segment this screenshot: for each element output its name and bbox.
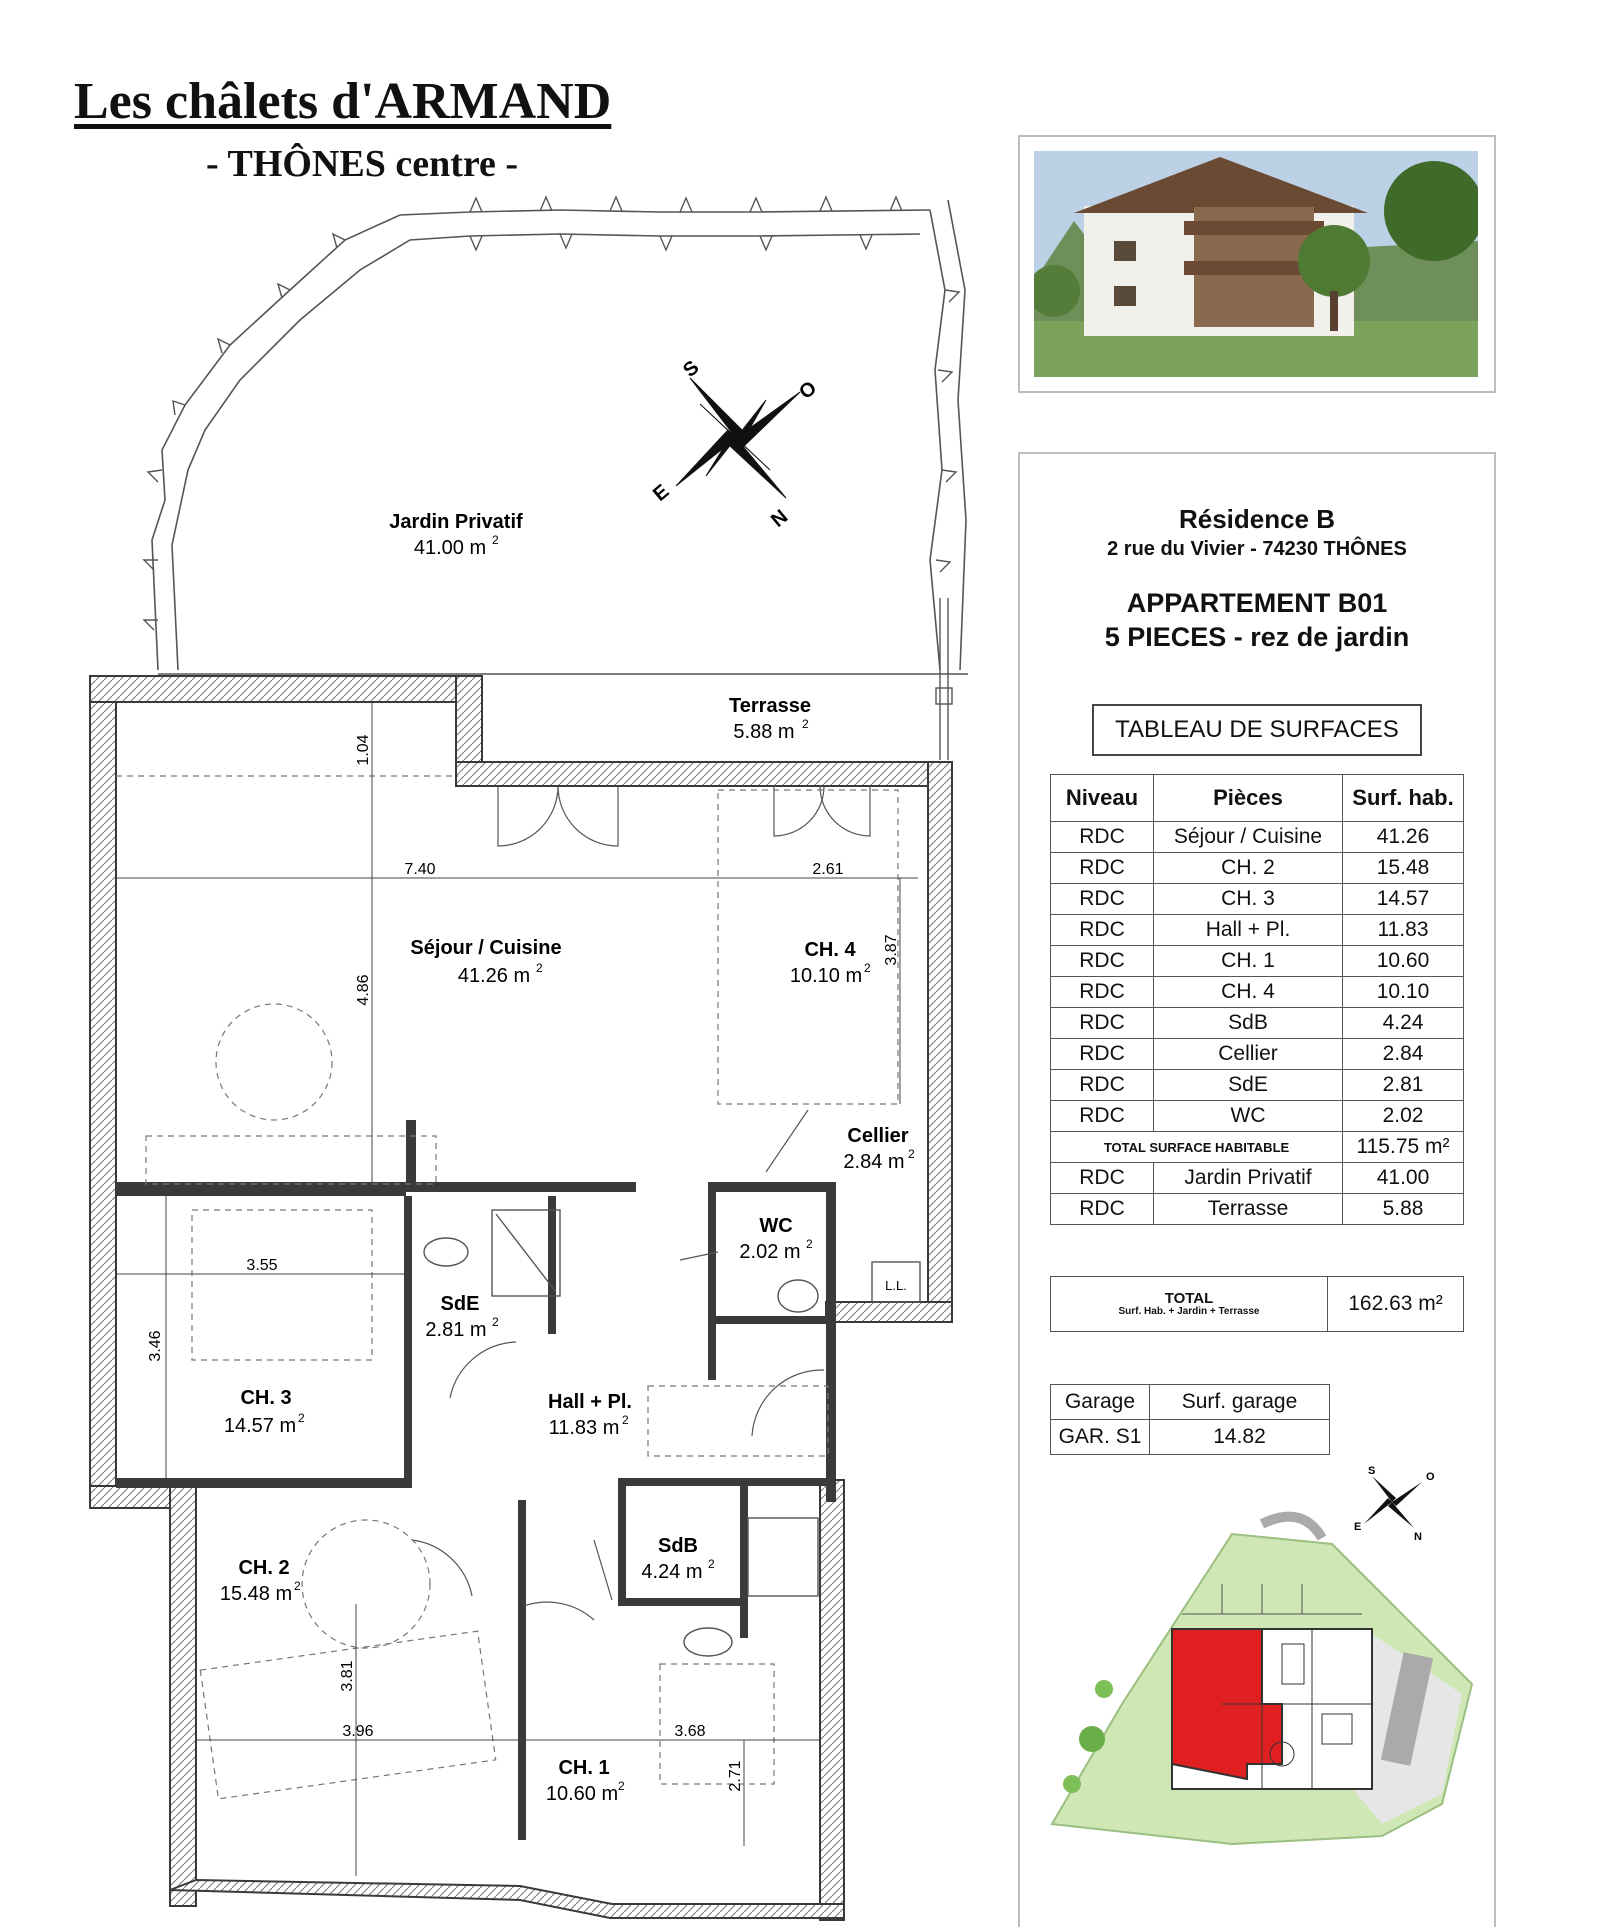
area-hall: 11.83 m <box>548 1417 620 1439</box>
cell-piece: Cellier <box>1154 1039 1343 1070</box>
table-row <box>1051 946 1464 977</box>
sup-sdb: 2 <box>708 1557 715 1571</box>
area-terrasse: 5.88 m <box>733 721 795 743</box>
fixtures <box>424 1210 920 1656</box>
dim-387: 3.87 <box>883 934 900 966</box>
garage-surf: 14.82 <box>1150 1420 1330 1455</box>
sup-sde: 2 <box>492 1315 499 1329</box>
cell-niveau: RDC <box>1051 884 1154 915</box>
minimap-compass-s: S <box>1368 1465 1376 1477</box>
area-sde: 2.81 m <box>425 1319 487 1341</box>
door-swings <box>412 786 870 1620</box>
label-ch2: CH. 2 <box>238 1557 290 1579</box>
table-header-row <box>1051 775 1464 822</box>
sup-terrasse: 2 <box>802 717 809 731</box>
garden-hedge <box>152 200 966 670</box>
total-habitable-label: TOTAL SURFACE HABITABLE <box>1051 1132 1343 1163</box>
site-minimap <box>1032 1464 1482 1864</box>
area-wc: 2.02 m <box>739 1241 801 1263</box>
table-row <box>1051 1008 1464 1039</box>
cell-surf: 4.24 <box>1343 1008 1464 1039</box>
garage-header: Garage <box>1051 1385 1150 1420</box>
area-sdb: 4.24 m <box>641 1561 703 1583</box>
label-ch1: CH. 1 <box>558 1757 610 1779</box>
grand-total-label: TOTAL <box>1164 1289 1214 1307</box>
cell-surf: 10.10 <box>1343 977 1464 1008</box>
cell-piece: Séjour / Cuisine <box>1154 822 1343 853</box>
minimap-compass-rose <box>1364 1476 1422 1528</box>
table-row <box>1051 1039 1464 1070</box>
area-jardin: 41.00 m <box>413 537 487 559</box>
area-ch2: 15.48 m <box>219 1583 293 1605</box>
header-pieces: Pièces <box>1154 775 1343 822</box>
cell-niveau: RDC <box>1051 1101 1154 1132</box>
surfaces-table <box>1050 774 1464 1225</box>
sup-cellier: 2 <box>908 1147 915 1161</box>
dim-396: 3.96 <box>342 1723 374 1740</box>
grand-total-table <box>1050 1276 1464 1332</box>
ll-label: L.L. <box>885 1278 907 1293</box>
cell-surf: 14.57 <box>1343 884 1464 915</box>
header-surf: Surf. hab. <box>1343 775 1464 822</box>
label-ch3: CH. 3 <box>240 1387 292 1409</box>
area-sejour: 41.26 m <box>457 965 531 987</box>
table-row <box>1051 1163 1464 1194</box>
table-row <box>1051 915 1464 946</box>
dimension-lines <box>116 702 918 1876</box>
table-row <box>1051 853 1464 884</box>
cell-surf: 41.00 <box>1343 1163 1464 1194</box>
label-terrasse: Terrasse <box>729 695 811 717</box>
area-cellier: 2.84 m <box>843 1151 905 1173</box>
label-wc: WC <box>759 1215 793 1237</box>
garage-table <box>1050 1384 1330 1455</box>
interior-walls <box>116 1120 836 1840</box>
sup-ch3: 2 <box>298 1411 305 1425</box>
dim-104: 1.04 <box>355 734 372 766</box>
cell-surf: 10.60 <box>1343 946 1464 977</box>
cell-surf: 2.84 <box>1343 1039 1464 1070</box>
compass-e: E <box>649 480 674 506</box>
sup-hall: 2 <box>622 1413 629 1427</box>
cell-surf: 2.81 <box>1343 1070 1464 1101</box>
table-row <box>1051 822 1464 853</box>
dim-381: 3.81 <box>339 1660 356 1692</box>
hedge-teeth <box>144 197 959 630</box>
cell-niveau: RDC <box>1051 915 1154 946</box>
surfaces-table-title: TABLEAU DE SURFACES <box>1092 704 1422 756</box>
table-row <box>1051 1194 1464 1225</box>
compass-n: N <box>767 505 793 532</box>
table-row <box>1051 1070 1464 1101</box>
sup-wc: 2 <box>806 1237 813 1251</box>
cell-niveau: RDC <box>1051 946 1154 977</box>
cell-piece: WC <box>1154 1101 1343 1132</box>
cell-niveau: RDC <box>1051 822 1154 853</box>
cell-niveau: RDC <box>1051 1163 1154 1194</box>
cell-piece: SdB <box>1154 1008 1343 1039</box>
label-sde: SdE <box>440 1293 480 1315</box>
label-sdb: SdB <box>658 1535 698 1557</box>
cell-piece: Terrasse <box>1154 1194 1343 1225</box>
apartment-name: APPARTEMENT B01 <box>1126 588 1388 618</box>
cell-piece: CH. 4 <box>1154 977 1343 1008</box>
label-hall: Hall + Pl. <box>548 1391 632 1413</box>
label-cellier: Cellier <box>847 1125 909 1147</box>
sup-sejour: 2 <box>536 961 543 975</box>
label-jardin: Jardin Privatif <box>389 511 523 533</box>
garage-surf-header: Surf. garage <box>1150 1385 1330 1420</box>
residence-address: 2 rue du Vivier - 74230 THÔNES <box>1107 538 1407 560</box>
dim-346: 3.46 <box>147 1330 164 1362</box>
table-row <box>1051 884 1464 915</box>
cell-surf: 15.48 <box>1343 853 1464 884</box>
apartment-type: 5 PIECES - rez de jardin <box>1104 622 1410 652</box>
dim-486: 4.86 <box>355 974 372 1006</box>
grand-total-sub: Surf. Hab. + Jardin + Terrasse <box>1118 1305 1260 1317</box>
sup-ch1: 2 <box>618 1779 625 1793</box>
cell-niveau: RDC <box>1051 1070 1154 1101</box>
minimap-compass-o: O <box>1426 1471 1435 1483</box>
building-photo-frame <box>1018 135 1496 393</box>
total-habitable-row <box>1051 1132 1464 1163</box>
label-sejour: Séjour / Cuisine <box>410 937 562 959</box>
area-ch3: 14.57 m <box>223 1415 297 1437</box>
cell-piece: SdE <box>1154 1070 1343 1101</box>
building-rendering-image <box>1034 151 1478 377</box>
cell-niveau: RDC <box>1051 977 1154 1008</box>
compass-s: S <box>679 356 704 382</box>
compass-o: O <box>795 376 822 404</box>
grand-total-label-cell <box>1051 1277 1328 1332</box>
total-habitable-value: 115.75 m² <box>1343 1132 1464 1163</box>
table-row <box>1051 1101 1464 1132</box>
sup-ch4: 2 <box>864 961 871 975</box>
cell-surf: 41.26 <box>1343 822 1464 853</box>
cell-surf: 11.83 <box>1343 915 1464 946</box>
grand-total-value: 162.63 m² <box>1328 1277 1464 1332</box>
area-ch1: 10.60 m <box>545 1783 619 1805</box>
dim-368: 3.68 <box>674 1723 706 1740</box>
cell-piece: Jardin Privatif <box>1154 1163 1343 1194</box>
dim-355: 3.55 <box>246 1257 278 1274</box>
residence-name: Résidence B <box>1178 504 1336 534</box>
page-title: Les châlets d'ARMAND <box>74 73 612 130</box>
page-subtitle: - THÔNES centre - <box>206 143 519 185</box>
cell-niveau: RDC <box>1051 1039 1154 1070</box>
minimap-compass-n: N <box>1414 1531 1422 1543</box>
cell-piece: Hall + Pl. <box>1154 915 1343 946</box>
header-niveau: Niveau <box>1051 775 1154 822</box>
info-panel <box>1018 452 1496 1927</box>
cell-piece: CH. 1 <box>1154 946 1343 977</box>
label-ch4: CH. 4 <box>804 939 856 961</box>
sup-ch2: 2 <box>294 1579 301 1593</box>
dim-740: 7.40 <box>404 861 436 878</box>
garage-id: GAR. S1 <box>1051 1420 1150 1455</box>
compass-rose <box>676 378 800 498</box>
minimap-compass-e: E <box>1354 1521 1362 1533</box>
cell-niveau: RDC <box>1051 853 1154 884</box>
sup-jardin: 2 <box>492 533 499 547</box>
table-row <box>1051 977 1464 1008</box>
cell-surf: 5.88 <box>1343 1194 1464 1225</box>
dim-271: 2.71 <box>727 1760 744 1792</box>
cell-piece: CH. 2 <box>1154 853 1343 884</box>
cell-niveau: RDC <box>1051 1194 1154 1225</box>
cell-piece: CH. 3 <box>1154 884 1343 915</box>
dim-261: 2.61 <box>812 861 844 878</box>
cell-surf: 2.02 <box>1343 1101 1464 1132</box>
cell-niveau: RDC <box>1051 1008 1154 1039</box>
area-ch4: 10.10 m <box>789 965 863 987</box>
